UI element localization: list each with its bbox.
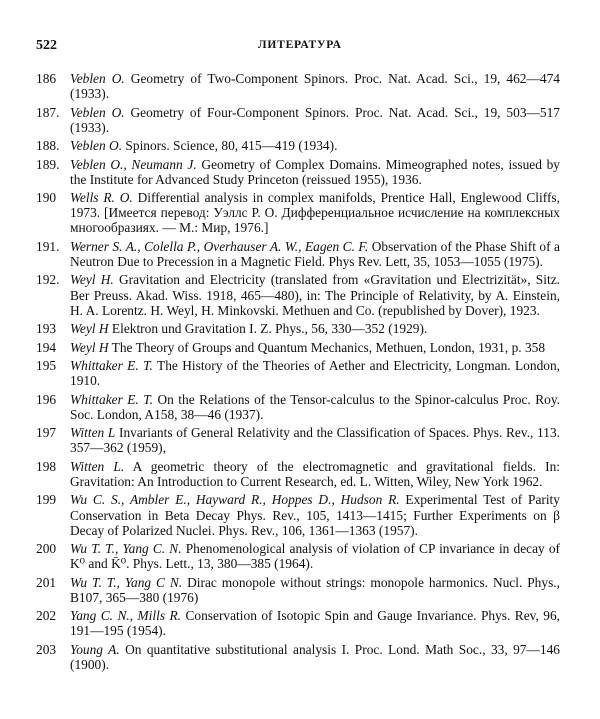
reference-number: 189. [36, 156, 60, 172]
reference-item [36, 105, 560, 135]
reference-item [36, 340, 560, 355]
reference-number: 186 [36, 71, 57, 86]
reference-number: 193 [36, 321, 57, 337]
reference-authors: Witten L [70, 425, 116, 441]
reference-text: Conservation of Isotopic Spin and Gauge Invariance. Phys. Rev, 96, 191—195 (1954). [70, 608, 561, 639]
reference-text: Phenomenological analysis of violation of CP invariance in decay of K⁰ and K̄⁰. Phys. Lett., 13, 380—385 (1964). [70, 541, 560, 572]
reference-authors: Veblen O. [70, 104, 125, 120]
reference-body [70, 541, 560, 571]
reference-authors: Wu T. T., Yang C. N. [70, 541, 182, 557]
reference-authors: Veblen O. [70, 71, 125, 86]
reference-body [70, 190, 560, 235]
reference-number: 194 [36, 339, 57, 355]
reference-item [36, 190, 560, 235]
reference-text: Gravitation and Electricity (translated from «Gravitation und Electrizität», Sitz. Ber Preuss. Akad. Wiss. 1918, 465—480), in: The Principle of Relativity, by A. Einstein, H. A. Lorentz. H. Weyl, H. Minkovski. Methuen and Co. (republished by Dover), 1923. [70, 272, 560, 318]
reference-authors: Wu T. T., Yang C N. [70, 574, 183, 590]
reference-number: 191. [36, 238, 60, 254]
page-header [36, 38, 556, 54]
reference-body [70, 272, 560, 317]
reference-text: Geometry of Two-Component Spinors. Proc. Nat. Acad. Sci., 19, 462—474 (1933). [70, 71, 560, 102]
reference-number: 190 [36, 190, 57, 206]
reference-number: 198 [36, 458, 57, 474]
reference-text: Geometry of Complex Domains. Mimeographed notes, issued by the Institute for Advanced Study Princeton (reissued 1955), 1936. [70, 156, 560, 187]
reference-text: A geometric theory of the electromagnetic and gravitational fields. In: Gravitation: An Introduction to Current Research, ed. L. Witten, Wiley, New York 1962. [70, 458, 560, 489]
reference-authors: Veblen O. [70, 138, 123, 154]
reference-item [36, 272, 560, 317]
reference-item [36, 492, 560, 537]
reference-item [36, 392, 560, 422]
reference-number: 200 [36, 541, 57, 557]
reference-body [70, 575, 560, 605]
reference-body [70, 492, 560, 537]
reference-body [70, 608, 560, 638]
reference-number: 195 [36, 358, 57, 374]
reference-text: Dirac monopole without strings: monopole harmonics. Nucl. Phys., B107, 365—380 (1976) [70, 574, 560, 605]
reference-text: Experimental Test of Parity Conservation in Beta Decay Phys. Rev., 105, 1413—1415; Further Experiments on β Decay of Polarized Nuclei. Phys. Rev., 106, 1361—1363 (1957). [70, 492, 560, 538]
reference-authors: Wells R. O. [70, 190, 133, 206]
reference-item [36, 321, 560, 336]
reference-item [36, 642, 560, 672]
reference-authors: Werner S. A., Colella P., Overhauser A. W., Eagen C. F. [70, 238, 369, 254]
reference-authors: Young A. [70, 641, 120, 657]
reference-item [36, 239, 560, 269]
reference-body [70, 71, 560, 101]
reference-item [36, 358, 560, 388]
reference-number: 188. [36, 138, 60, 154]
reference-body [70, 321, 560, 336]
reference-text: Geometry of Four-Component Spinors. Proc. Nat. Acad. Sci., 19, 503—517 (1933). [70, 104, 560, 135]
page-number: 522 [36, 38, 57, 53]
reference-number: 199 [36, 492, 57, 508]
reference-item [36, 459, 560, 489]
running-title: ЛИТЕРАТУРА [258, 39, 342, 51]
reference-authors: Whittaker E. T. [70, 358, 153, 374]
reference-body [70, 392, 560, 422]
reference-authors: Wu C. S., Ambler E., Hayward R., Hoppes D., Hudson R. [70, 492, 400, 508]
reference-text: Invariants of General Relativity and the Classification of Spaces. Phys. Rev., 113. 357—362 (1959), [70, 425, 560, 456]
reference-text: Spinors. Science, 80, 415—419 (1934). [125, 138, 338, 154]
reference-item [36, 157, 560, 187]
reference-number: 192. [36, 272, 60, 288]
reference-item [36, 541, 560, 571]
reference-authors: Weyl H. [70, 272, 114, 288]
reference-number: 197 [36, 425, 57, 441]
reference-authors: Weyl H [70, 321, 109, 337]
reference-authors: Veblen O., Neumann J. [70, 156, 197, 172]
reference-body [70, 340, 560, 355]
reference-authors: Weyl H [70, 339, 109, 355]
reference-item [36, 575, 560, 605]
reference-authors: Yang C. N., Mills R. [70, 608, 182, 624]
reference-number: 202 [36, 608, 57, 624]
reference-text: Observation of the Phase Shift of a Neutron Due to Precession in a Magnetic Field. Phys Rev. Lett, 35, 1053—1055 (1975). [70, 238, 561, 269]
reference-body [70, 358, 560, 388]
reference-body [70, 105, 560, 135]
reference-item [36, 608, 560, 638]
reference-text: The Theory of Groups and Quantum Mechanics, Methuen, London, 1931, p. 358 [111, 339, 546, 355]
reference-body [70, 157, 560, 187]
reference-body [70, 642, 560, 672]
reference-number: 203 [36, 641, 57, 657]
reference-authors: Witten L. [70, 458, 125, 474]
reference-text: Differential analysis in complex manifolds, Prentice Hall, Englewood Cliffs, 1973. [Имеется перевод: Уэллс Р. О. Дифференциальное исчисление на комплексных многообразиях. — М.: Мир, 1976.] [70, 190, 560, 236]
reference-item [36, 138, 560, 153]
reference-item [36, 71, 560, 101]
reference-body [70, 459, 560, 489]
reference-body [70, 138, 560, 153]
reference-body [70, 239, 560, 269]
reference-authors: Whittaker E. T. [70, 391, 154, 407]
reference-text: On the Relations of the Tensor-calculus to the Spinor-calculus Proc. Roy. Soc. London, A158, 38—46 (1937). [70, 391, 561, 422]
reference-number: 201 [36, 574, 57, 590]
reference-text: Elektron und Gravitation I. Z. Phys., 56, 330—352 (1929). [111, 321, 428, 337]
reference-item [36, 425, 560, 455]
reference-text: The History of the Theories of Aether and Electricity, Longman. London, 1910. [70, 358, 561, 389]
reference-body [70, 425, 560, 455]
reference-text: On quantitative substitutional analysis I. Proc. Lond. Math Soc., 33, 97—146 (1900). [70, 641, 560, 672]
reference-number: 187. [36, 104, 60, 120]
reference-number: 196 [36, 391, 57, 407]
reference-list [36, 71, 560, 675]
